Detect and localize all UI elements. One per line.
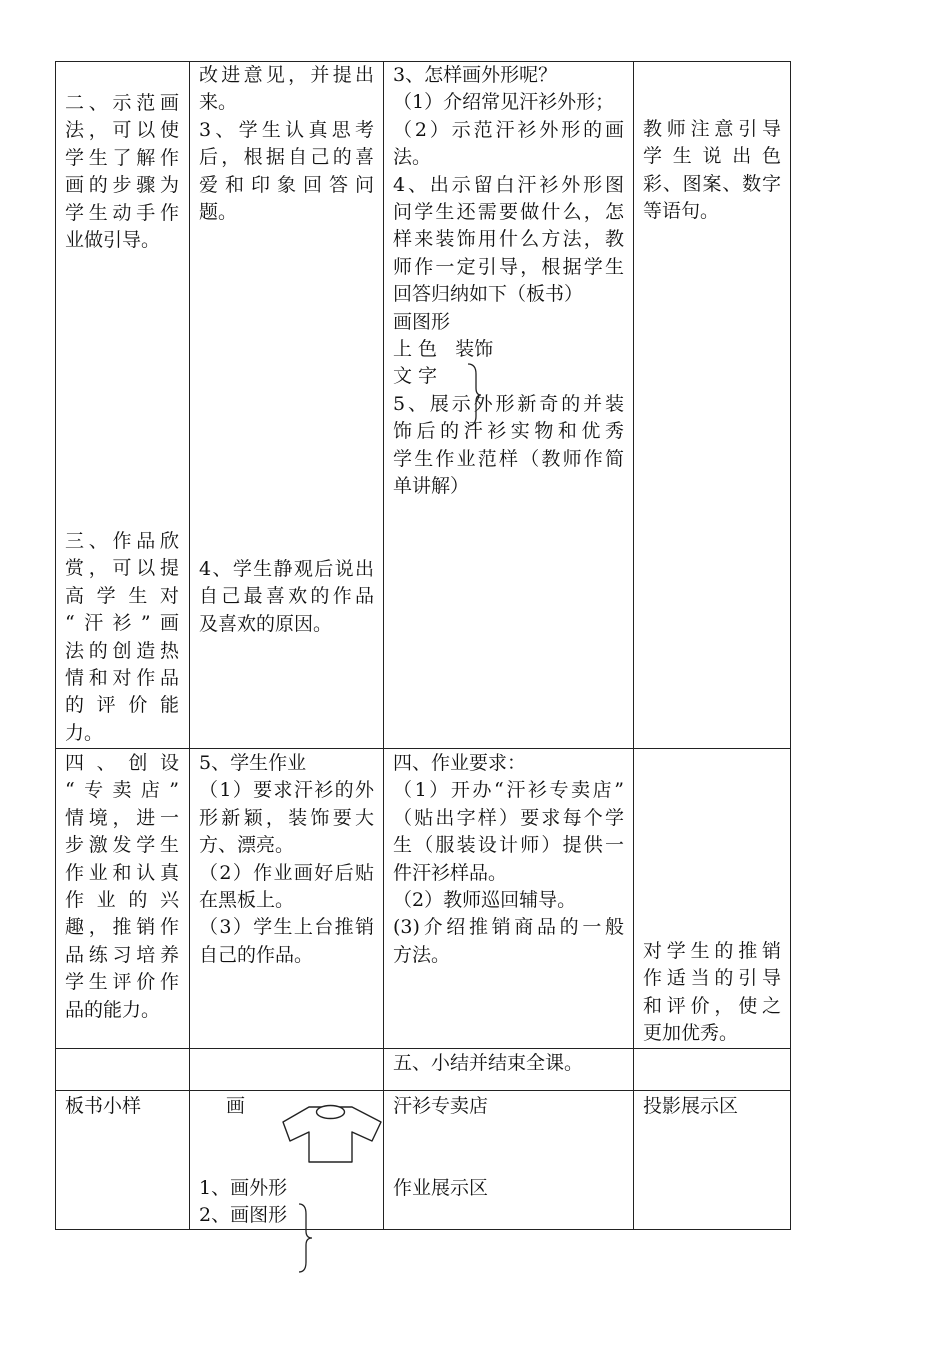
text-line: 汗衫专卖店 — [393, 1095, 489, 1117]
row2-notes — [643, 938, 781, 1048]
text-line: 1、画外形 — [199, 1177, 288, 1199]
text-line: （2）示范汗衫外形的画 — [393, 118, 624, 141]
text-line: 更加优秀。 — [643, 1022, 739, 1045]
text-line: 文 字 — [393, 365, 438, 388]
blackboard-projection-area — [643, 1093, 781, 1120]
row2-teacher-activity — [393, 750, 624, 969]
text-line: 来。 — [199, 91, 238, 114]
blackboard-steps — [199, 1175, 374, 1230]
text-line: 作业的兴 — [65, 889, 179, 912]
row1-student-activity — [199, 62, 374, 226]
text-line: 形新颖，装饰要大 — [199, 806, 374, 829]
tshirt-icon — [281, 1104, 383, 1166]
text-line: 和评价，使之 — [643, 994, 781, 1017]
column-divider — [189, 61, 190, 1230]
table-border-bottom — [55, 1229, 791, 1230]
text-line: 生（服装设计师）提供一 — [393, 834, 624, 857]
text-line: （1）开办“汗衫专卖店” — [393, 779, 624, 802]
blackboard-draw-title — [226, 1093, 266, 1120]
text-line: 板书小样 — [65, 1095, 142, 1117]
text-line: （贴出字样）要求每个学 — [393, 806, 624, 829]
text-line: 力。 — [65, 721, 104, 744]
text-line: 情境，进一 — [65, 806, 179, 829]
text-line: 步激发学生 — [65, 834, 179, 857]
row1-student-appreciation — [199, 556, 374, 638]
column-divider — [383, 61, 384, 1230]
text-line: 画的步骤为 — [65, 174, 179, 197]
row-divider — [55, 748, 791, 749]
text-line: 业做引导。 — [65, 229, 161, 252]
text-line: （1）介绍常见汗衫外形； — [393, 91, 615, 114]
text-line: 2、画图形 — [199, 1204, 288, 1227]
curly-brace-icon — [294, 1202, 314, 1274]
text-line: 学生动手作 — [65, 201, 179, 224]
text-line: 爱和印象回答问 — [199, 173, 374, 196]
text-line: 后，根据自己的喜 — [199, 146, 374, 169]
curly-brace-icon — [462, 362, 482, 428]
text-line: （3）学生上台推销 — [199, 916, 374, 939]
row3-summary — [393, 1050, 624, 1077]
text-line: 法，可以使 — [65, 119, 179, 142]
text-line: 5、展示外形新奇的并装 — [393, 392, 624, 415]
text-line: 五、小结并结束全课。 — [393, 1052, 584, 1074]
text-line: 学生作业范样（教师作简 — [393, 447, 624, 470]
text-line: （1）要求汗衫的外 — [199, 779, 374, 802]
text-line: 品练习培养 — [65, 943, 179, 966]
table-border-left — [55, 61, 56, 1230]
text-line: 三、作品欣 — [65, 530, 179, 552]
text-line: 趣，推销作 — [65, 916, 179, 939]
text-line: 投影展示区 — [643, 1095, 739, 1117]
text-line: 3、怎样画外形呢？ — [393, 64, 558, 86]
text-line: 二、示范画 — [65, 92, 179, 114]
text-line: 问学生还需要做什么，怎 — [393, 201, 624, 224]
text-line: 样来装饰用什么方法，教 — [393, 228, 624, 251]
text-line: 等语句。 — [643, 200, 720, 223]
text-line: 4、出示留白汗衫外形图 — [393, 173, 624, 196]
text-line: 3、学生认真思考 — [199, 118, 374, 141]
text-line: 自己最喜欢的作品 — [199, 585, 374, 608]
row2-student-activity — [199, 750, 374, 969]
text-line: 作适当的引导 — [643, 967, 781, 990]
text-line: 画图形 — [393, 310, 451, 333]
text-line: 改进意见，并提出 — [199, 64, 374, 86]
text-line: 法。 — [393, 146, 432, 169]
text-line: 作业和认真 — [65, 861, 179, 884]
column-divider — [633, 61, 634, 1230]
row1-goal-demo — [65, 90, 179, 254]
row1-goal-appreciation — [65, 528, 179, 747]
text-line: 5、学生作业 — [199, 752, 307, 774]
text-line: 的评价能 — [65, 694, 179, 717]
text-line: 在黑板上。 — [199, 889, 295, 912]
text-line: 情和对作品 — [65, 667, 179, 690]
text-line: 题。 — [199, 201, 238, 224]
text-line: 高学生对 — [65, 584, 179, 607]
text-line: 方法。 — [393, 943, 451, 966]
text-line: “专卖店” — [65, 779, 179, 802]
text-line: 单讲解） — [393, 475, 470, 498]
text-line: 品的能力。 — [65, 998, 161, 1021]
row1-notes — [643, 116, 781, 226]
blackboard-shop — [393, 1093, 624, 1120]
row1-teacher-activity — [393, 62, 624, 501]
text-line: 4、学生静观后说出 — [199, 558, 374, 580]
text-line: 上 色 装饰 — [393, 338, 494, 361]
text-line: 赏，可以提 — [65, 557, 179, 580]
text-line: 学生了解作 — [65, 146, 179, 169]
text-line: 件汗衫样品。 — [393, 861, 508, 884]
text-line: 学生说出色 — [643, 145, 781, 168]
text-line: 四、作业要求： — [393, 752, 527, 774]
text-line: 法的创造热 — [65, 639, 179, 662]
text-line: 作业展示区 — [393, 1177, 489, 1199]
text-line: 四、创设 — [65, 752, 179, 774]
text-line: 方、漂亮。 — [199, 834, 295, 857]
text-line: (3)介绍推销商品的一般 — [393, 916, 624, 939]
text-line: 彩、图案、数字 — [643, 172, 781, 195]
text-line: 及喜欢的原因。 — [199, 612, 333, 635]
table-border-right — [790, 61, 791, 1230]
blackboard-sample-label — [65, 1093, 179, 1120]
text-line: 对学生的推销 — [643, 940, 781, 962]
text-line: “汗衫”画 — [65, 612, 179, 635]
row2-goal — [65, 750, 179, 1024]
text-line: 画 — [226, 1095, 246, 1117]
text-line: 回答归纳如下（板书） — [393, 283, 584, 306]
row-divider — [55, 1048, 791, 1049]
text-line: 饰后的汗衫实物和优秀 — [393, 420, 624, 443]
text-line: 自己的作品。 — [199, 943, 314, 966]
text-line: 学生评价作 — [65, 971, 179, 994]
row-divider — [55, 1090, 791, 1091]
text-line: （2）作业画好后贴 — [199, 861, 374, 884]
text-line: 师作一定引导，根据学生 — [393, 255, 624, 278]
text-line: 教师注意引导 — [643, 118, 781, 140]
text-line: （2）教师巡回辅导。 — [393, 889, 577, 912]
blackboard-display-area — [393, 1175, 624, 1202]
